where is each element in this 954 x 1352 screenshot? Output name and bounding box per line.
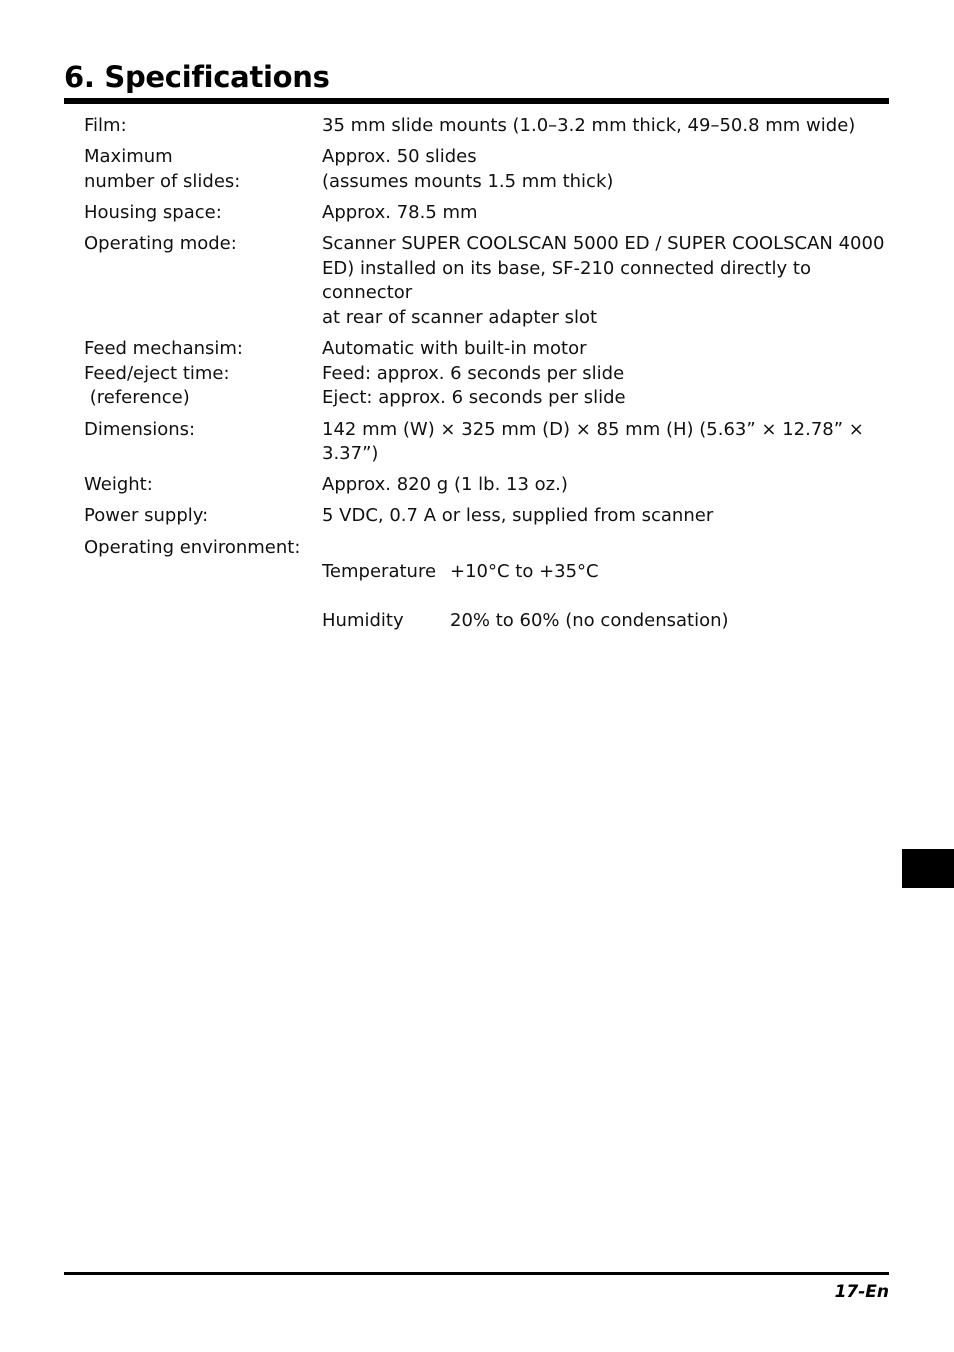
page-title: 6. Specifications [64, 60, 330, 94]
spec-value [322, 536, 894, 659]
spec-value: Approx. 50 slides (assumes mounts 1.5 mm thick) [322, 146, 614, 192]
humidity-value: 20% to 60% (no condensation) [450, 610, 729, 632]
spec-row-operating-mode [84, 232, 894, 330]
spec-label: Maximum number of slides: [84, 146, 241, 192]
spec-value: 35 mm slide mounts (1.0–3.2 mm thick, 49–50.8 mm wide) [322, 115, 856, 136]
spec-value: Scanner SUPER COOLSCAN 5000 ED / SUPER COOLSCAN 4000 ED) installed on its base, SF-210 connected directly to connector at rear of scanner adapter slot [322, 233, 885, 328]
spec-value: Automatic with built-in motor Feed: approx. 6 seconds per slide Eject: approx. 6 seconds per slide [322, 338, 626, 409]
spec-label: Film: [84, 115, 127, 136]
spec-row-housing-space [84, 201, 894, 226]
spec-row-dimensions [84, 418, 894, 467]
section-thumb-tab [902, 849, 954, 888]
temperature-label: Temperature [322, 561, 437, 583]
title-underline [64, 98, 889, 104]
spec-row-weight [84, 473, 894, 498]
specifications-list [84, 114, 894, 665]
temperature-value: +10°C to +35°C [450, 561, 599, 583]
spec-value: 142 mm (W) × 325 mm (D) × 85 mm (H) (5.63” × 12.78” × 3.37”) [322, 418, 864, 465]
spec-row-power-supply [84, 504, 894, 529]
spec-row-operating-environment [84, 536, 894, 659]
humidity-label: Humidity [322, 610, 404, 632]
humidity-line [322, 609, 894, 634]
spec-value: Approx. 78.5 mm [322, 201, 478, 223]
spec-label: Housing space: [84, 201, 222, 223]
page-number: 17-En [834, 1282, 889, 1302]
spec-label: Operating mode: [84, 233, 237, 255]
spec-label: Dimensions: [84, 418, 196, 440]
spec-row-film [84, 114, 894, 139]
spec-value: Approx. 820 g (1 lb. 13 oz.) [322, 474, 568, 496]
spec-label: Feed mechansim: Feed/eject time: (reference) [84, 338, 243, 409]
spec-row-max-slides [84, 145, 894, 194]
spec-value: 5 VDC, 0.7 A or less, supplied from scanner [322, 505, 714, 527]
spec-label: Operating environment: [84, 536, 301, 558]
spec-row-feed [84, 337, 894, 411]
temperature-line [322, 560, 894, 585]
spec-label: Weight: [84, 474, 153, 496]
spec-label: Power supply: [84, 505, 209, 527]
footer-rule [64, 1272, 889, 1275]
